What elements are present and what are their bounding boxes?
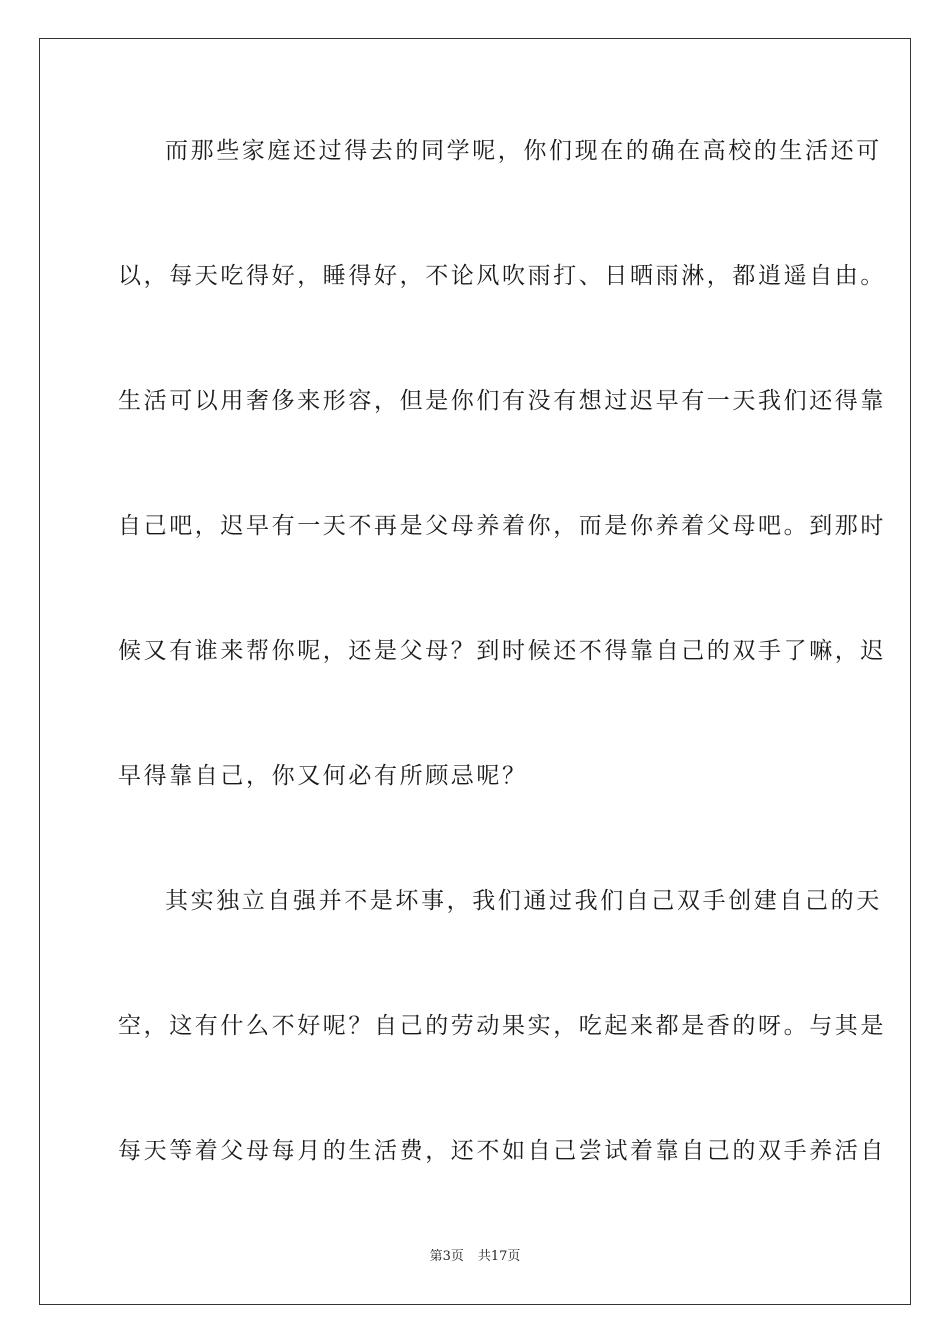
paragraph-1-line-4: 自己吧，迟早有一天不再是父母养着你，而是你养着父母吧。到那时 [118, 513, 886, 539]
total-pages: 共17页 [477, 1249, 521, 1264]
paragraph-2-line-2: 空，这有什么不好呢？自己的劳动果实，吃起来都是香的呀。与其是 [118, 1013, 886, 1039]
paragraph-1-line-5: 候又有谁来帮你呢，还是父母？到时候还不得靠自己的双手了嘛，迟 [118, 638, 886, 664]
page-footer [0, 1249, 950, 1265]
page-number: 第3页 [429, 1249, 464, 1264]
page-border [39, 38, 911, 1305]
paragraph-1-line-3: 生活可以用奢侈来形容，但是你们有没有想过迟早有一天我们还得靠 [118, 388, 886, 414]
paragraph-1-line-2: 以，每天吃得好，睡得好，不论风吹雨打、日晒雨淋，都逍遥自由。 [118, 263, 886, 289]
paragraph-1-line-1: 而那些家庭还过得去的同学呢，你们现在的确在高校的生活还可 [165, 138, 882, 164]
paragraph-2-line-1: 其实独立自强并不是坏事，我们通过我们自己双手创建自己的天 [165, 888, 882, 914]
paragraph-1-line-6: 早得靠自己，你又何必有所顾忌呢？ [118, 763, 528, 789]
paragraph-2-line-3: 每天等着父母每月的生活费，还不如自己尝试着靠自己的双手养活自 [118, 1138, 886, 1164]
